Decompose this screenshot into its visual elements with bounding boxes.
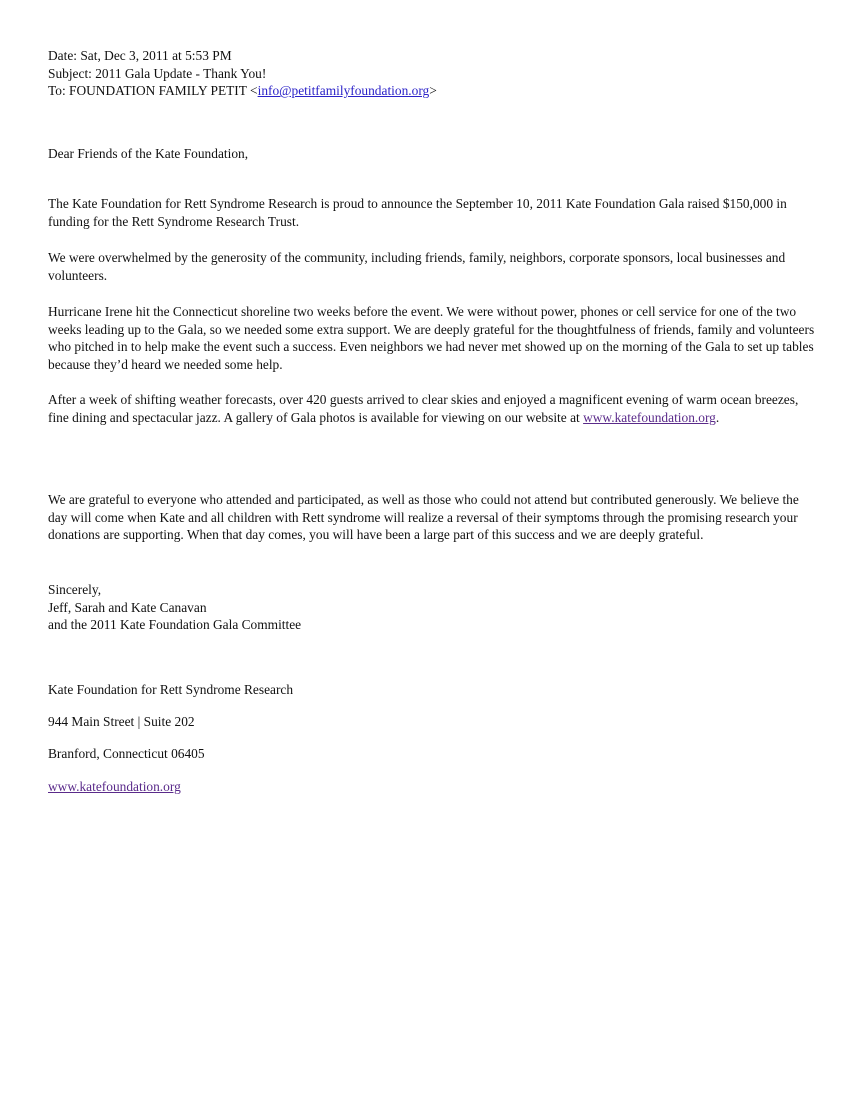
paragraph-announcement: The Kate Foundation for Rett Syndrome Research is proud to announce the September 10, 2011 Kate Foundation Gala raised $150,000 in funding for the Rett Syndrome Research Trust. — [48, 196, 787, 229]
email-recipient — [48, 82, 437, 100]
greeting: Dear Friends of the Kate Foundation, — [48, 146, 249, 161]
paragraph-gratitude: We are grateful to everyone who attended and participated, as well as those who could not attend but contributed generously. We believe the day will come when Kate and all children with Rett syndrome will realize a reversal of their symptoms through the promising research your donations are supporting. When that day comes, you will have been a large part of this success and we are deeply grateful. — [48, 492, 799, 542]
closing: Sincerely, — [48, 582, 102, 597]
email-date: Date: Sat, Dec 3, 2011 at 5:53 PM — [48, 48, 232, 63]
signers: Jeff, Sarah and Kate Canavan — [48, 599, 207, 615]
paragraph-community: We were overwhelmed by the generosity of the community, including friends, family, neighbors, corporate sponsors, local businesses and volunteers. — [48, 250, 786, 283]
email-header — [48, 47, 437, 100]
footer-website — [48, 778, 818, 796]
recipient-email-link[interactable]: info@petitfamilyfoundation.org — [257, 83, 430, 98]
event-period: . — [715, 409, 720, 425]
footer-address: 944 Main Street | Suite 202 — [48, 714, 195, 729]
recipient-close-bracket: > — [429, 83, 437, 98]
website-link-footer[interactable]: www.katefoundation.org — [48, 779, 181, 794]
website-link-body[interactable]: www.katefoundation.org — [583, 409, 716, 425]
signature-block — [48, 581, 818, 634]
recipient-name: To: FOUNDATION FAMILY PETIT < — [48, 83, 258, 98]
event-text: After a week of shifting weather forecasts, over 420 guests arrived to clear skies and enjoyed a magnificent evening of warm ocean breezes, fine dining and spectacular jazz. A gallery of Gala photos is available for viewing on our website at — [48, 392, 799, 425]
footer-org-name: Kate Foundation for Rett Syndrome Research — [48, 682, 294, 697]
email-subject: Subject: 2011 Gala Update - Thank You! — [48, 65, 267, 81]
footer-city: Branford, Connecticut 06405 — [48, 746, 205, 761]
paragraph-event — [48, 391, 818, 426]
committee: and the 2011 Kate Foundation Gala Committee — [48, 617, 302, 632]
paragraph-hurricane: Hurricane Irene hit the Connecticut shoreline two weeks before the event. We were without power, phones or cell service for one of the two weeks leading up to the Gala, so we needed some extra support. We are deeply grateful for the thoughtfulness of friends, family and volunteers who pitched in to help make the event such a success. Even neighbors we had never met showed up on the morning of the Gala to set up tables because they’d heard we needed some help. — [48, 304, 815, 372]
